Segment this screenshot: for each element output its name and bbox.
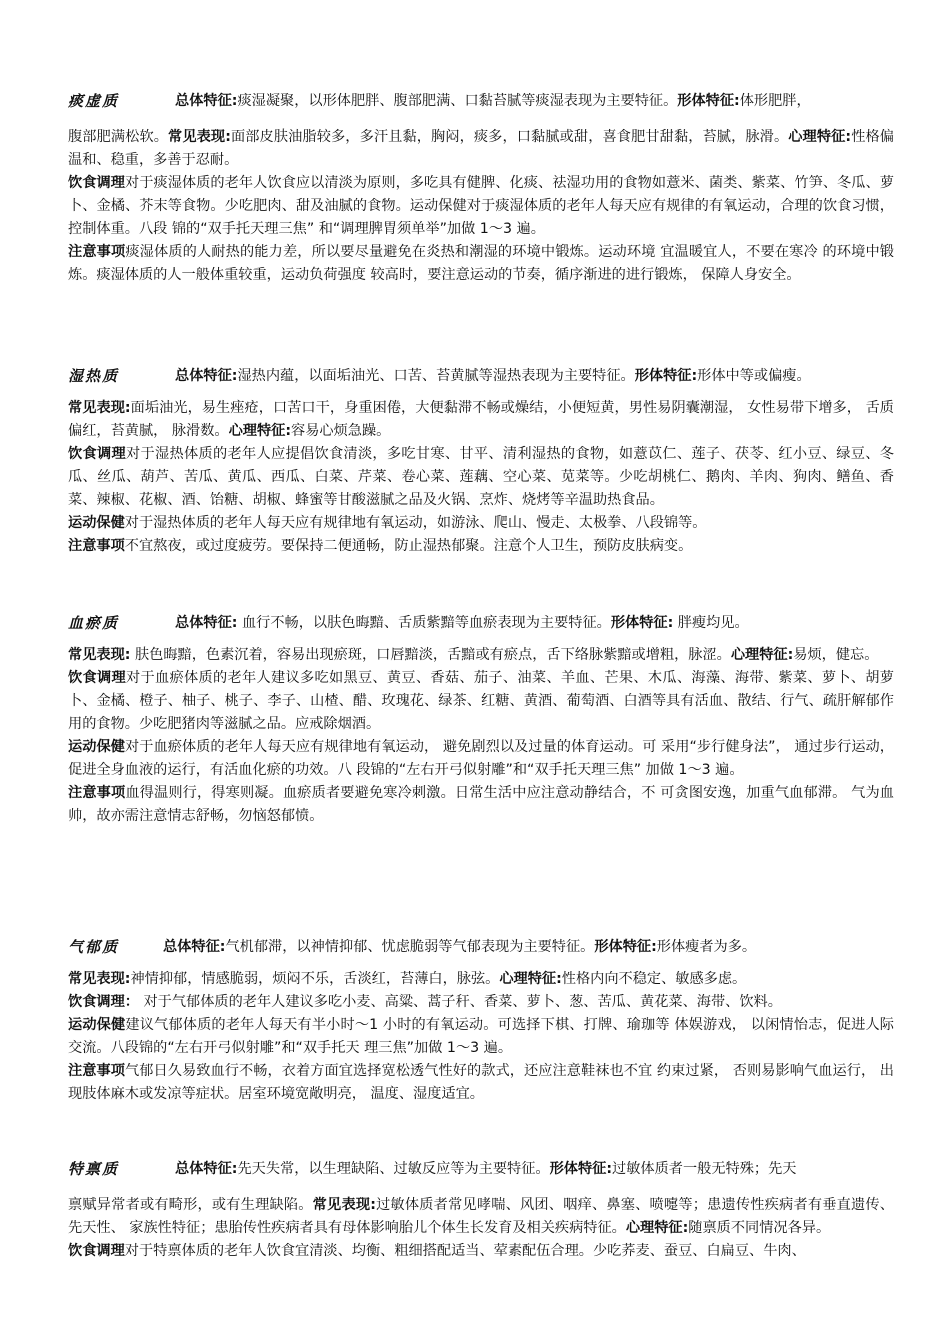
common-label: 常见表现:: [312, 1197, 376, 1213]
note-paragraph: [68, 241, 894, 287]
shape-label: 形体特征:: [610, 615, 674, 631]
constitution-name: 血瘀质: [68, 614, 120, 632]
overall-text: 痰湿凝聚，以形体肥胖、腹部肥满、口黏苔腻等痰湿表现为主要特征。: [237, 93, 678, 109]
diet-text: 对于痰湿体质的老年人饮食应以清淡为原则，多吃具有健脾、化痰、祛湿功用的食物如薏米、菌类、紫菜、竹笋、冬瓜、萝卜、金橘、芥末等食物。少吃肥肉、甜及油腻的食物。运动保健对于痰湿体质的老年人每天应有规律的有氧运动，合理的饮食习惯，控制体重。八段 锦的“双手托天理三焦” 和“调理脾胃须单举”加做 1～3 遍。: [68, 175, 894, 237]
overall-text: 先天失常，以生理缺陷、过敏反应等为主要特征。: [237, 1161, 550, 1177]
constitution-name: 湿热质: [68, 367, 120, 385]
common-text: 面垢油光，易生痤疮，口苦口干，身重困倦，大便黏滞不畅或燥结，小便短黄，男性易阴囊潮湿， 女性易带下增多， 舌质偏红，苔黄腻， 脉滑数。: [68, 400, 894, 439]
sport-paragraph: [68, 736, 894, 782]
note-label: 注意事项: [68, 538, 125, 554]
note-label: 注意事项: [68, 1063, 126, 1079]
mind-text: 随禀质不同情况各异。: [688, 1220, 831, 1236]
shape-text: 过敏体质者一般无特殊；先天: [612, 1161, 797, 1177]
shape-label: 形体特征:: [594, 939, 657, 955]
common-label: 常见表现:: [68, 400, 131, 416]
common-paragraph: 禀赋异常者或有畸形，或有生理缺陷。常见表现:过敏体质者常见哮喘、风团、咽痒、鼻塞、喷嚏等；患遗传性疾病者有垂直遗传、先天性、 家族性特征；患胎传性疾病者具有母体影响胎儿个体生长发育及相关疾病特征。心理特征:随禀质不同情况各异。: [68, 1197, 894, 1236]
mind-label: 心理特征:: [788, 129, 852, 145]
sport-label: 运动保健: [68, 515, 125, 531]
diet-text: 对于特禀体质的老年人饮食宜清淡、均衡、粗细搭配适当、荤素配伍合理。少吃荞麦、蚕豆、白扁豆、牛肉、: [124, 1243, 806, 1259]
note-text: 气郁日久易致血行不畅，衣着方面宜选择宽松透气性好的款式，还应注意鞋袜也不宜 约束过紧， 否则易影响气血运行， 出现肢体麻木或发凉等症状。居室环境宽敞明亮， 温度、湿度适宜。: [68, 1063, 894, 1102]
overall-text: 气机郁滞，以神情抑郁、忧虑脆弱等气郁表现为主要特征。: [225, 939, 595, 955]
common-text: 肤色晦黯，色素沉着，容易出现瘀斑，口唇黯淡，舌黯或有瘀点，舌下络脉紫黯或增粗，脉涩。: [130, 647, 731, 663]
note-text: 痰湿体质的人耐热的能力差，所以要尽量避免在炎热和潮湿的环境中锻炼。运动环境 宜温暖宜人，不要在寒冷 的环境中锻炼。痰湿体质的人一般体重较重，运动负荷强度 较高时，要注意运动的节奏，循序渐进的进行锻炼， 保障人身安全。: [68, 244, 894, 283]
shape-label: 形体特征:: [634, 368, 698, 384]
common-paragraph: 腹部肥满松软。常见表现:面部皮肤油脂较多，多汗且黏，胸闷，痰多，口黏腻或甜，喜食肥甘甜黏，苔腻，脉滑。心理特征:性格偏温和、稳重，多善于忍耐。: [68, 129, 894, 168]
constitution-name: 特禀质: [68, 1160, 120, 1178]
shape-label: 形体特征:: [549, 1161, 613, 1177]
note-paragraph: [68, 535, 894, 558]
mind-label: 心理特征:: [625, 1220, 689, 1236]
diet-paragraph: [68, 443, 894, 512]
shape-text: 形体瘦者为多。: [656, 939, 757, 955]
shape-label: 形体特征:: [677, 93, 740, 109]
common-text: 面部皮肤油脂较多，多汗且黏，胸闷，痰多，口黏腻或甜，喜食肥甘甜黏，苔腻，脉滑。: [230, 129, 789, 145]
constitution-name: 痰虚质: [68, 92, 120, 110]
section-tanshi: [68, 88, 894, 287]
note-label: 注意事项: [68, 244, 126, 260]
common-label: 常见表现:: [68, 647, 131, 663]
note-paragraph: [68, 1060, 894, 1106]
sport-paragraph: [68, 512, 894, 535]
common-label: 常见表现:: [68, 971, 131, 987]
section-tebing: [68, 1156, 894, 1263]
sport-text: 建议气郁体质的老年人每天有半小时～1 小时的有氧运动。可选择下棋、打牌、瑜珈等 体娱游戏， 以闲情怡志，促进人际交流。八段锦的“左右开弓似射雕”和“双手托天 理三焦”加做 1～3 遍。: [68, 1017, 894, 1056]
mind-text: 性格内向不稳定、敏感多虑。: [561, 971, 747, 987]
mind-label: 心理特征:: [228, 423, 292, 439]
overall-text: 湿热内蕴，以面垢油光、口苦、苔黄腻等湿热表现为主要特征。: [237, 368, 635, 384]
note-text: 血得温则行，得寒则凝。血瘀质者要避免寒冷刺激。日常生活中应注意动静结合，不 可贪图安逸，加重气血郁滞。 气为血帅，故亦需注意情志舒畅，勿恼怒郁愤。: [68, 785, 894, 824]
mind-text: 易烦，健忘。: [793, 647, 879, 663]
section-heading: [68, 1156, 894, 1182]
diet-paragraph: [68, 1240, 894, 1263]
section-qiyu: [68, 934, 894, 1106]
section-shire: [68, 363, 894, 558]
mind-text: 性格偏温和、稳重，多善于忍耐。: [68, 129, 894, 168]
section-heading: [68, 88, 894, 114]
diet-paragraph: [68, 667, 894, 736]
diet-label: 饮食调理: [68, 670, 126, 686]
sport-label: 运动保健: [68, 739, 125, 755]
shape-text: 体形肥胖，: [739, 93, 811, 109]
mind-label: 心理特征:: [730, 647, 794, 663]
overall-text: 血行不畅，以肤色晦黯、舌质紫黯等血瘀表现为主要特征。: [237, 615, 611, 631]
overall-label: 总体特征:: [175, 615, 238, 631]
common-label: 常见表现:: [168, 129, 231, 145]
common-paragraph: [68, 644, 894, 667]
common-paragraph: [68, 968, 894, 991]
diet-label: 饮食调理：: [68, 994, 139, 1010]
diet-label: 饮食调理: [68, 446, 126, 462]
section-heading: [68, 363, 894, 389]
overall-label: 总体特征:: [175, 368, 238, 384]
diet-paragraph: [68, 172, 894, 241]
diet-label: 饮食调理: [68, 1243, 125, 1259]
diet-label: 饮食调理: [68, 175, 125, 191]
diet-text: 对于湿热体质的老年人应提倡饮食清淡，多吃甘寒、甘平、清利湿热的食物，如薏苡仁、莲子、茯苓、红小豆、绿豆、冬瓜、丝瓜、葫芦、苦瓜、黄瓜、西瓜、白菜、芹菜、卷心菜、莲藕、空心菜、苋菜等。少吃胡桃仁、鹅肉、羊肉、狗肉、鳝鱼、香菜、辣椒、花椒、酒、饴糖、胡椒、蜂蜜等甘酸滋腻之品及火锅、烹炸、烧烤等辛温助热食品。: [68, 446, 894, 508]
mind-text: 容易心烦急躁。: [291, 423, 391, 439]
shape-text: 胖瘦均见。: [673, 615, 749, 631]
diet-text: 对于气郁体质的老年人建议多吃小麦、高粱、蒿子秆、香菜、萝卜、葱、苦瓜、黄花菜、海带、饮料。: [138, 994, 782, 1010]
constitution-name: 气郁质: [68, 938, 120, 956]
note-text: 不宜熬夜，或过度疲劳。要保持二便通畅，防止湿热郁聚。注意个人卫生，预防皮肤病变。: [124, 538, 693, 554]
common-paragraph: [68, 397, 894, 443]
overall-label: 总体特征:: [175, 93, 238, 109]
mind-label: 心理特征:: [499, 971, 562, 987]
overall-label: 总体特征:: [175, 1161, 238, 1177]
common-text: 神情抑郁，情感脆弱，烦闷不乐，舌淡红，苔薄白，脉弦。: [130, 971, 500, 987]
diet-paragraph: [68, 991, 894, 1014]
note-label: 注意事项: [68, 785, 126, 801]
note-paragraph: [68, 782, 894, 828]
sport-label: 运动保健: [68, 1017, 126, 1033]
sport-text: 对于湿热体质的老年人每天应有规律地有氧运动，如游泳、爬山、慢走、太极拳、八段锦等。: [124, 515, 707, 531]
section-xueyu: [68, 610, 894, 828]
overall-label: 总体特征:: [163, 939, 226, 955]
section-heading: [68, 610, 894, 636]
diet-text: 对于血瘀体质的老年人建议多吃如黑豆、黄豆、香菇、茄子、油菜、羊血、芒果、木瓜、海藻、海带、紫菜、萝卜、胡萝卜、金橘、橙子、柚子、桃子、李子、山楂、醋、玫瑰花、绿茶、红糖、黄酒、葡萄酒、白酒等具有活血、散结、行气、疏肝解郁作用的食物。少吃肥猪肉等滋腻之品。应戒除烟酒。: [68, 670, 894, 732]
section-heading: [68, 934, 894, 960]
common-text: 过敏体质者常见哮喘、风团、咽痒、鼻塞、喷嚏等；患遗传性疾病者有垂直遗传、先天性、 家族性特征；患胎传性疾病者具有母体影响胎儿个体生长发育及相关疾病特征。: [68, 1197, 894, 1236]
sport-paragraph: [68, 1014, 894, 1060]
sport-text: 对于血瘀体质的老年人每天应有规律地有氧运动， 避免剧烈以及过量的体育运动。可 采用“步行健身法”， 通过步行运动，促进全身血液的运行，有活血化瘀的功效。八 段锦的“左右开弓似射雕”和“双手托天理三焦” 加做 1～3 遍。: [68, 739, 894, 778]
shape-text: 形体中等或偏瘦。: [697, 368, 811, 384]
